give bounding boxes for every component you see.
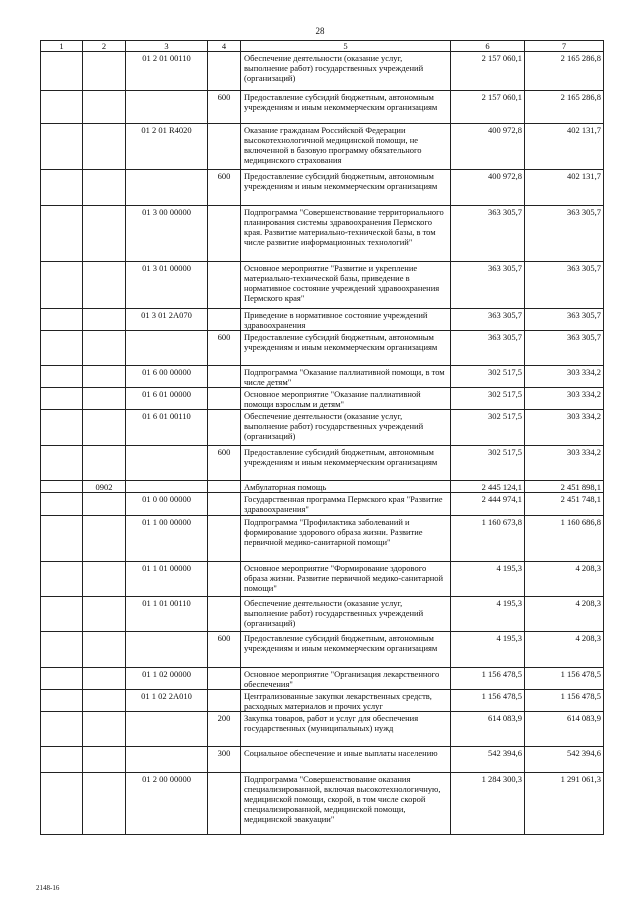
cell-c3: 01 6 01 00000 bbox=[126, 388, 208, 410]
cell-c4 bbox=[208, 668, 241, 690]
cell-c6: 1 156 478,5 bbox=[451, 668, 525, 690]
cell-c7: 402 131,7 bbox=[525, 170, 604, 206]
cell-c4 bbox=[208, 481, 241, 493]
table-row bbox=[41, 773, 604, 835]
table-row bbox=[41, 309, 604, 331]
cell-c3: 01 3 01 00000 bbox=[126, 262, 208, 309]
cell-c3: 01 1 01 00000 bbox=[126, 562, 208, 597]
cell-c6: 363 305,7 bbox=[451, 262, 525, 309]
cell-empty bbox=[41, 309, 83, 331]
cell-c4 bbox=[208, 597, 241, 632]
cell-c6: 4 195,3 bbox=[451, 632, 525, 668]
cell-c3: 01 3 01 2А070 bbox=[126, 309, 208, 331]
cell-c6: 2 445 124,1 bbox=[451, 481, 525, 493]
table-row bbox=[41, 446, 604, 481]
cell-c2 bbox=[83, 632, 126, 668]
cell-c7: 402 131,7 bbox=[525, 124, 604, 170]
cell-c5: Предоставление субсидий бюджетным, автономным учреждениям и иным некоммерческим организациям bbox=[241, 331, 451, 366]
cell-empty bbox=[41, 562, 83, 597]
column-number: 3 bbox=[126, 41, 208, 52]
cell-c7: 363 305,7 bbox=[525, 206, 604, 262]
cell-c4: 300 bbox=[208, 747, 241, 773]
cell-c2 bbox=[83, 91, 126, 124]
cell-c4: 600 bbox=[208, 446, 241, 481]
cell-c3 bbox=[126, 91, 208, 124]
cell-c4 bbox=[208, 562, 241, 597]
table-row bbox=[41, 170, 604, 206]
table-row bbox=[41, 632, 604, 668]
cell-empty bbox=[41, 388, 83, 410]
cell-c6: 302 517,5 bbox=[451, 410, 525, 446]
cell-c5: Основное мероприятие "Организация лекарственного обеспечения" bbox=[241, 668, 451, 690]
column-number: 2 bbox=[83, 41, 126, 52]
table-row bbox=[41, 52, 604, 91]
cell-c7: 2 451 748,1 bbox=[525, 493, 604, 516]
cell-c2 bbox=[83, 124, 126, 170]
cell-c5: Подпрограмма "Профилактика заболеваний и формирование здорового образа жизни. Развитие первичной медико-санитарной помощи" bbox=[241, 516, 451, 562]
cell-c4 bbox=[208, 262, 241, 309]
cell-c4 bbox=[208, 309, 241, 331]
cell-c4 bbox=[208, 388, 241, 410]
page-number: 28 bbox=[315, 26, 325, 36]
table-row bbox=[41, 562, 604, 597]
cell-c6: 4 195,3 bbox=[451, 597, 525, 632]
cell-c2 bbox=[83, 690, 126, 712]
cell-empty bbox=[41, 446, 83, 481]
cell-c6: 302 517,5 bbox=[451, 388, 525, 410]
cell-c4: 600 bbox=[208, 91, 241, 124]
table-row bbox=[41, 747, 604, 773]
cell-c2 bbox=[83, 52, 126, 91]
cell-empty bbox=[41, 91, 83, 124]
column-number: 5 bbox=[241, 41, 451, 52]
table-row bbox=[41, 262, 604, 309]
cell-c7: 2 165 286,8 bbox=[525, 91, 604, 124]
cell-c3: 01 1 02 2А010 bbox=[126, 690, 208, 712]
cell-c3: 01 1 01 00110 bbox=[126, 597, 208, 632]
cell-c3: 01 2 01 00110 bbox=[126, 52, 208, 91]
cell-c7: 4 208,3 bbox=[525, 562, 604, 597]
cell-empty bbox=[41, 690, 83, 712]
cell-c6: 1 160 673,8 bbox=[451, 516, 525, 562]
cell-c5: Социальное обеспечение и иные выплаты населению bbox=[241, 747, 451, 773]
cell-c4 bbox=[208, 124, 241, 170]
cell-empty bbox=[41, 262, 83, 309]
cell-c3 bbox=[126, 481, 208, 493]
cell-c4: 200 bbox=[208, 712, 241, 747]
cell-c4: 600 bbox=[208, 632, 241, 668]
cell-c3: 01 0 00 00000 bbox=[126, 493, 208, 516]
cell-c3: 01 6 01 00110 bbox=[126, 410, 208, 446]
cell-c6: 4 195,3 bbox=[451, 562, 525, 597]
cell-c5: Основное мероприятие "Формирование здорового образа жизни. Развитие первичной медико-санитарной помощи" bbox=[241, 562, 451, 597]
cell-c3: 01 2 00 00000 bbox=[126, 773, 208, 835]
cell-c6: 1 156 478,5 bbox=[451, 690, 525, 712]
cell-c2 bbox=[83, 562, 126, 597]
cell-c2 bbox=[83, 493, 126, 516]
cell-c5: Обеспечение деятельности (оказание услуг, выполнение работ) государственных учреждений (организаций) bbox=[241, 410, 451, 446]
cell-c7: 1 160 686,8 bbox=[525, 516, 604, 562]
cell-c3: 01 2 01 R4020 bbox=[126, 124, 208, 170]
column-number: 1 bbox=[41, 41, 83, 52]
cell-c2 bbox=[83, 206, 126, 262]
cell-c6: 2 157 060,1 bbox=[451, 52, 525, 91]
table-row bbox=[41, 124, 604, 170]
cell-c3 bbox=[126, 170, 208, 206]
cell-c2 bbox=[83, 668, 126, 690]
cell-c5: Подпрограмма "Совершенствование оказания специализированной, включая высокотехнологичную, медицинской помощи, скорой, в том числе скорой специализированной, медицинской помощи, медицинской эвакуации" bbox=[241, 773, 451, 835]
cell-c7: 303 334,2 bbox=[525, 410, 604, 446]
footer-code: 2148-16 bbox=[36, 884, 60, 892]
cell-c6: 400 972,8 bbox=[451, 124, 525, 170]
cell-empty bbox=[41, 366, 83, 388]
table-row bbox=[41, 597, 604, 632]
cell-c5: Подпрограмма "Совершенствование территориального планирования системы здравоохранения Пермского края. Развитие материально-технической базы, в том числе развитие информационных технологий" bbox=[241, 206, 451, 262]
cell-c5: Государственная программа Пермского края "Развитие здравоохранения" bbox=[241, 493, 451, 516]
cell-c3 bbox=[126, 712, 208, 747]
cell-c4: 600 bbox=[208, 331, 241, 366]
cell-c2 bbox=[83, 366, 126, 388]
cell-c6: 542 394,6 bbox=[451, 747, 525, 773]
table-row bbox=[41, 206, 604, 262]
cell-c7: 363 305,7 bbox=[525, 331, 604, 366]
cell-c4 bbox=[208, 773, 241, 835]
cell-c5: Обеспечение деятельности (оказание услуг, выполнение работ) государственных учреждений (организаций) bbox=[241, 597, 451, 632]
cell-c7: 1 291 061,3 bbox=[525, 773, 604, 835]
cell-empty bbox=[41, 773, 83, 835]
cell-empty bbox=[41, 331, 83, 366]
cell-c7: 303 334,2 bbox=[525, 388, 604, 410]
cell-c6: 302 517,5 bbox=[451, 366, 525, 388]
cell-c4 bbox=[208, 690, 241, 712]
cell-c7: 2 451 898,1 bbox=[525, 481, 604, 493]
budget-table bbox=[40, 40, 604, 835]
cell-c7: 363 305,7 bbox=[525, 262, 604, 309]
cell-c2 bbox=[83, 773, 126, 835]
cell-c7: 303 334,2 bbox=[525, 446, 604, 481]
cell-c7: 4 208,3 bbox=[525, 597, 604, 632]
cell-c5: Централизованные закупки лекарственных средств, расходных материалов и прочих услуг bbox=[241, 690, 451, 712]
cell-empty bbox=[41, 747, 83, 773]
column-number: 4 bbox=[208, 41, 241, 52]
column-number: 7 bbox=[525, 41, 604, 52]
cell-c2 bbox=[83, 747, 126, 773]
cell-c2 bbox=[83, 388, 126, 410]
cell-empty bbox=[41, 516, 83, 562]
cell-c5: Основное мероприятие "Оказание паллиативной помощи взрослым и детям" bbox=[241, 388, 451, 410]
cell-c2 bbox=[83, 597, 126, 632]
cell-c6: 363 305,7 bbox=[451, 309, 525, 331]
cell-c3: 01 1 00 00000 bbox=[126, 516, 208, 562]
table-row bbox=[41, 493, 604, 516]
cell-c4 bbox=[208, 366, 241, 388]
cell-c5: Предоставление субсидий бюджетным, автономным учреждениям и иным некоммерческим организациям bbox=[241, 170, 451, 206]
cell-c6: 2 444 974,1 bbox=[451, 493, 525, 516]
cell-c5: Подпрограмма "Оказание паллиативной помощи, в том числе детям" bbox=[241, 366, 451, 388]
cell-c3 bbox=[126, 331, 208, 366]
cell-c6: 302 517,5 bbox=[451, 446, 525, 481]
table-row bbox=[41, 516, 604, 562]
cell-c6: 363 305,7 bbox=[451, 331, 525, 366]
cell-c2 bbox=[83, 262, 126, 309]
cell-c5: Амбулаторная помощь bbox=[241, 481, 451, 493]
cell-c3 bbox=[126, 747, 208, 773]
cell-c2 bbox=[83, 331, 126, 366]
table-row bbox=[41, 91, 604, 124]
cell-c2 bbox=[83, 410, 126, 446]
column-number-row bbox=[41, 41, 604, 52]
table-row bbox=[41, 388, 604, 410]
cell-c4 bbox=[208, 516, 241, 562]
cell-empty bbox=[41, 493, 83, 516]
cell-c7: 1 156 478,5 bbox=[525, 668, 604, 690]
table-row bbox=[41, 668, 604, 690]
cell-c4 bbox=[208, 206, 241, 262]
cell-c2 bbox=[83, 170, 126, 206]
table-row bbox=[41, 331, 604, 366]
cell-c7: 2 165 286,8 bbox=[525, 52, 604, 91]
cell-c3: 01 1 02 00000 bbox=[126, 668, 208, 690]
cell-empty bbox=[41, 632, 83, 668]
cell-c4 bbox=[208, 52, 241, 91]
cell-c5: Основное мероприятие "Развитие и укрепление материально-технической базы, приведение в нормативное состояние учреждений здравоохранения Пермского края" bbox=[241, 262, 451, 309]
cell-empty bbox=[41, 206, 83, 262]
cell-c6: 400 972,8 bbox=[451, 170, 525, 206]
cell-c6: 614 083,9 bbox=[451, 712, 525, 747]
cell-c7: 303 334,2 bbox=[525, 366, 604, 388]
cell-empty bbox=[41, 410, 83, 446]
cell-c3 bbox=[126, 446, 208, 481]
cell-c2 bbox=[83, 309, 126, 331]
cell-empty bbox=[41, 668, 83, 690]
cell-c5: Обеспечение деятельности (оказание услуг, выполнение работ) государственных учреждений (организаций) bbox=[241, 52, 451, 91]
cell-c5: Предоставление субсидий бюджетным, автономным учреждениям и иным некоммерческим организациям bbox=[241, 632, 451, 668]
table-row bbox=[41, 690, 604, 712]
cell-c6: 363 305,7 bbox=[451, 206, 525, 262]
cell-c4: 600 bbox=[208, 170, 241, 206]
cell-c5: Оказание гражданам Российской Федерации высокотехнологичной медицинской помощи, не включенной в базовую программу обязательного медицинского страхования bbox=[241, 124, 451, 170]
cell-empty bbox=[41, 170, 83, 206]
cell-c3: 01 3 00 00000 bbox=[126, 206, 208, 262]
table-row bbox=[41, 366, 604, 388]
cell-c4 bbox=[208, 410, 241, 446]
cell-c5: Предоставление субсидий бюджетным, автономным учреждениям и иным некоммерческим организациям bbox=[241, 446, 451, 481]
cell-c7: 363 305,7 bbox=[525, 309, 604, 331]
cell-c5: Закупка товаров, работ и услуг для обеспечения государственных (муниципальных) нужд bbox=[241, 712, 451, 747]
cell-c2 bbox=[83, 446, 126, 481]
cell-c7: 1 156 478,5 bbox=[525, 690, 604, 712]
cell-empty bbox=[41, 124, 83, 170]
cell-c2: 0902 bbox=[83, 481, 126, 493]
table-row bbox=[41, 410, 604, 446]
cell-empty bbox=[41, 712, 83, 747]
cell-c6: 2 157 060,1 bbox=[451, 91, 525, 124]
cell-empty bbox=[41, 52, 83, 91]
cell-c4 bbox=[208, 493, 241, 516]
cell-c7: 614 083,9 bbox=[525, 712, 604, 747]
cell-c3: 01 6 00 00000 bbox=[126, 366, 208, 388]
cell-c7: 542 394,6 bbox=[525, 747, 604, 773]
table-row bbox=[41, 481, 604, 493]
table-row bbox=[41, 712, 604, 747]
cell-c3 bbox=[126, 632, 208, 668]
cell-c2 bbox=[83, 712, 126, 747]
cell-empty bbox=[41, 597, 83, 632]
column-number: 6 bbox=[451, 41, 525, 52]
cell-c2 bbox=[83, 516, 126, 562]
cell-c7: 4 208,3 bbox=[525, 632, 604, 668]
cell-empty bbox=[41, 481, 83, 493]
cell-c6: 1 284 300,3 bbox=[451, 773, 525, 835]
cell-c5: Приведение в нормативное состояние учреждений здравоохранения bbox=[241, 309, 451, 331]
cell-c5: Предоставление субсидий бюджетным, автономным учреждениям и иным некоммерческим организациям bbox=[241, 91, 451, 124]
